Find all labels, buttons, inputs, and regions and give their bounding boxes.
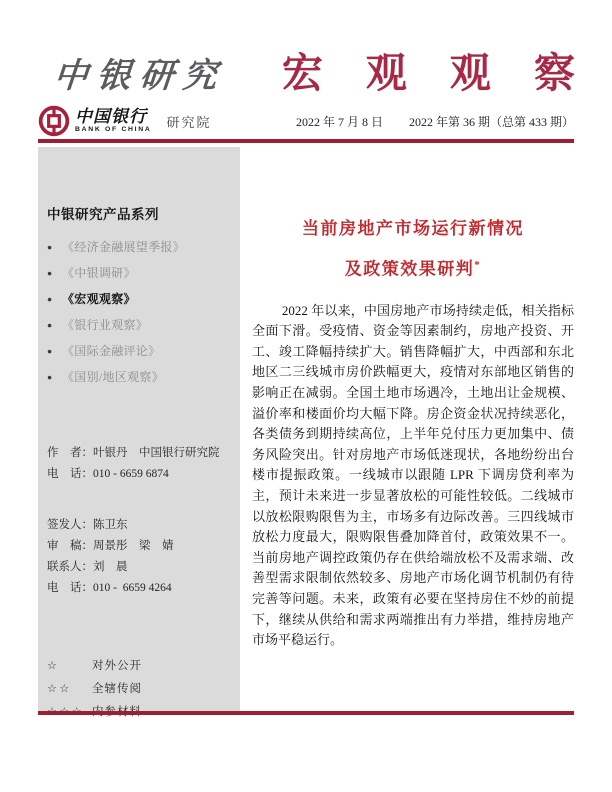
bullet-icon: ● bbox=[47, 371, 53, 382]
top-divider-rule bbox=[38, 139, 574, 143]
signer-line: 签发人：陈卫东 bbox=[47, 519, 128, 531]
contact-line: 联系人：刘 晨 bbox=[47, 561, 128, 573]
series-item-label: 《国际金融评论》 bbox=[62, 344, 161, 358]
abstract-paragraph: 2022 年以来，中国房地产市场持续走低，相关指标全面下滑。受疫情、资金等因素制约，房地产投资、开工、竣工降幅持续扩大。销售降幅扩大，中西部和东北地区二三线城市房价跌幅更大，疫情对东部地区销售的影响正在减弱。全国土地市场遇冷，土地出让金规模、溢价率和楼面价均大幅下降。房企资金状况持续恶化，各类债务到期持续高位，上半年兑付压力更加集中、债务风险突出。针对房地产市场低迷现状，各地纷纷出台楼市提振政策。一线城市以跟随 LPR 下调房贷利率为主，预计未来进一步显著放松的可能性较低。二线城市以放松限购限售为主，市场多有边际改善。三四线城市放松力度最大，限购限售叠加降首付，政策效果不一。当前房地产调控政策仍存在供给端放松不及需求端、改善型需求限制依然较多、房地产市场化调节机制仍有待完善等问题。未来，政策有必要在坚持房住不炒的前提下，继续从供给和需求两端推出有力举措，维持房地产市场平稳运行。 bbox=[252, 302, 574, 648]
bullet-icon: ● bbox=[47, 293, 53, 304]
legend-label: 对外公开 bbox=[92, 660, 142, 672]
star-icon: ☆☆ bbox=[47, 683, 72, 695]
signoff-block bbox=[47, 515, 232, 599]
series-item bbox=[47, 238, 232, 255]
series-item-label: 《经济金融展望季报》 bbox=[62, 240, 186, 254]
series-item bbox=[47, 342, 232, 359]
publication-info-bar bbox=[38, 103, 574, 139]
bullet-icon: ● bbox=[47, 345, 53, 356]
publication-date: 2022 年 7 月 8 日 bbox=[295, 114, 383, 129]
article-title-line2: 及政策效果研判* bbox=[344, 259, 482, 279]
bullet-icon: ● bbox=[47, 267, 53, 278]
series-title: 中银研究产品系列 bbox=[47, 207, 159, 222]
author-block bbox=[47, 443, 232, 485]
article-title-line1: 当前房地产市场运行新情况 bbox=[302, 219, 524, 238]
bank-name-block bbox=[75, 108, 151, 134]
bank-name-en: BANK OF CHINA bbox=[75, 126, 152, 134]
series-item-label: 《中银调研》 bbox=[62, 266, 136, 280]
bank-of-china-emblem-icon bbox=[38, 105, 70, 137]
bullet-icon: ● bbox=[47, 241, 53, 252]
article-title bbox=[252, 210, 574, 288]
sidebar bbox=[38, 147, 240, 713]
series-item-label: 《国别/地区观察》 bbox=[62, 370, 165, 384]
author-line: 作 者：叶银丹 中国银行研究院 bbox=[47, 447, 220, 459]
series-item bbox=[47, 264, 232, 281]
star-icon: ☆ bbox=[47, 660, 60, 672]
bottom-divider-rule bbox=[38, 711, 574, 715]
series-item-current bbox=[47, 290, 232, 307]
reviewer-line: 审 稿：周景彤 梁 婧 bbox=[47, 540, 174, 552]
bullet-icon: ● bbox=[47, 319, 53, 330]
contact-phone-line: 电 话：010 - 6659 4264 bbox=[47, 582, 172, 594]
series-item-label: 《宏观观察》 bbox=[62, 292, 136, 306]
brand-calligraphy-logo: 中银研究 bbox=[52, 58, 228, 95]
institute-label: 研究院 bbox=[166, 114, 212, 130]
publication-title: 宏 观 观 察 bbox=[281, 50, 592, 96]
series-list bbox=[47, 238, 232, 385]
legend-row bbox=[47, 655, 232, 678]
series-item-label: 《银行业观察》 bbox=[62, 318, 149, 332]
author-phone-line: 电 话：010 - 6659 6874 bbox=[47, 468, 169, 480]
bank-name-cn: 中国银行 bbox=[75, 107, 147, 127]
article-area bbox=[252, 147, 574, 664]
legend-row bbox=[47, 678, 232, 701]
series-item bbox=[47, 368, 232, 385]
publication-meta bbox=[296, 113, 574, 130]
footnote-asterisk: * bbox=[474, 259, 482, 271]
publication-issue-number: 2022 年第 36 期（总第 433 期） bbox=[408, 114, 574, 129]
series-item bbox=[47, 316, 232, 333]
legend-label: 全辖传阅 bbox=[92, 683, 142, 695]
